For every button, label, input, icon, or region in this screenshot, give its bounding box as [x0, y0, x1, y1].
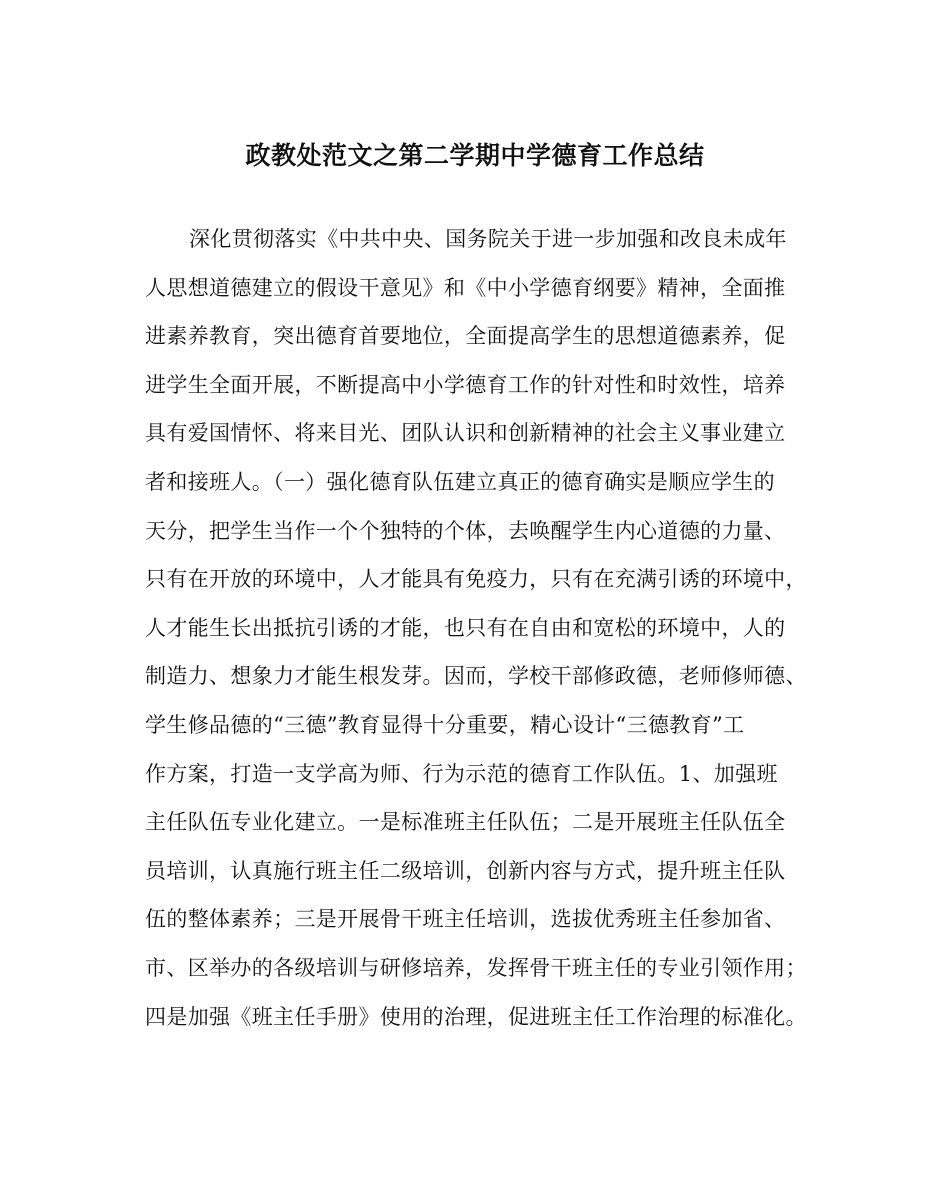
body-line: 学生修品德的“三德”教育显得十分重要，精心设计“三德教育”工: [145, 712, 745, 737]
body-line: 天分，把学生当作一个个独特的个体，去唤醒学生内心道德的力量、: [145, 518, 786, 543]
body-line: 作方案，打造一支学高为师、行为示范的德育工作队伍。1、加强班: [145, 761, 778, 786]
body-line: 伍的整体素养；三是开展骨干班主任培训，选拔优秀班主任参加省、: [145, 907, 786, 932]
body-line: 深化贯彻落实《中共中央、国务院关于进一步加强和改良未成年: [189, 227, 787, 251]
body-line: 进素养教育，突出德育首要地位，全面提高学生的思想道德素养，促: [145, 324, 786, 349]
body-line: 员培训，认真施行班主任二级培训，创新内容与方式，提升班主任队: [145, 858, 786, 883]
body-line: 者和接班人。（一）强化德育队伍建立真正的德育确实是顺应学生的: [145, 469, 775, 494]
body-line: 市、区举办的各级培训与研修培养，发挥骨干班主任的专业引领作用；: [145, 955, 807, 980]
body-line: 具有爱国情怀、将来目光、团队认识和创新精神的社会主义事业建立: [145, 421, 786, 446]
document-body: [145, 219, 815, 1045]
body-line: 制造力、想象力才能生根发芽。因而，学校干部修政德，老师修师德、: [145, 664, 807, 689]
body-line: 四是加强《班主任手册》使用的治理，促进班主任工作治理的标准化。: [145, 1004, 807, 1029]
body-line: 进学生全面开展，不断提高中小学德育工作的针对性和时效性，培养: [145, 372, 786, 397]
body-line: 主任队伍专业化建立。一是标准班主任队伍；二是开展班主任队伍全: [145, 810, 786, 835]
body-line: 人思想道德建立的假设干意见》和《中小学德育纲要》精神，全面推: [145, 275, 786, 300]
document-title: 政教处范文之第二学期中学德育工作总结: [245, 141, 705, 170]
body-line: 只有在开放的环境中，人才能具有免疫力，只有在充满引诱的环境中，: [145, 567, 807, 592]
body-line: 人才能生长出抵抗引诱的才能，也只有在自由和宽松的环境中，人的: [145, 615, 786, 640]
